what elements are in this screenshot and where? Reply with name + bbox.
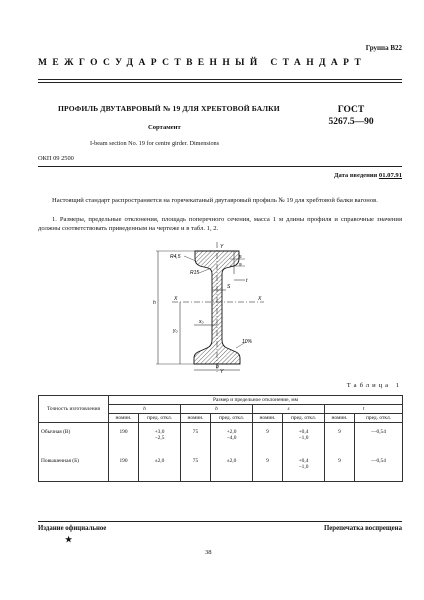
table-row bbox=[39, 452, 403, 482]
b-deviation-lower: −4,0 bbox=[226, 435, 237, 441]
s-deviation-lower: −1,0 bbox=[298, 435, 309, 441]
radius-15-leader bbox=[199, 269, 209, 273]
slope-label: 10% bbox=[242, 339, 253, 345]
s-deviation-lower: −1,0 bbox=[298, 464, 309, 470]
h-deviation-upper: ±2,0 bbox=[154, 458, 165, 464]
h-deviation bbox=[139, 452, 181, 482]
column-b: b bbox=[181, 405, 253, 414]
row-name: Обычная (В) bbox=[39, 423, 109, 453]
y0-label: y₀ bbox=[173, 328, 178, 334]
h-deviation-lower: −2,5 bbox=[154, 435, 165, 441]
t-nominal: 9 bbox=[325, 423, 355, 453]
title-rule bbox=[38, 166, 402, 167]
column-t: t bbox=[325, 405, 403, 414]
subheader-deviation: пред. откл. bbox=[283, 414, 325, 423]
s-deviation bbox=[283, 452, 325, 482]
footer-rule bbox=[38, 521, 402, 522]
s-deviation-upper: +0,4 bbox=[298, 429, 309, 435]
reprint-notice: Перепечатка воспрещена bbox=[324, 525, 402, 532]
radius-45-label: R4,5 bbox=[170, 254, 181, 260]
h-nominal: 190 bbox=[109, 423, 139, 453]
i-beam-drawing bbox=[150, 240, 280, 375]
y-axis-label-bottom: Y bbox=[220, 369, 224, 375]
official-edition-label: Издание официальное bbox=[38, 525, 107, 532]
table-row bbox=[39, 423, 403, 453]
introduction-date bbox=[334, 172, 402, 179]
x-axis-label-right: X bbox=[258, 296, 262, 302]
header-group-cell: Размер и предельное отклонение, мм bbox=[109, 396, 403, 405]
subheader-nominal: номин. bbox=[253, 414, 283, 423]
x-axis-label-left: X bbox=[174, 296, 178, 302]
subheader-deviation: пред. откл. bbox=[211, 414, 253, 423]
column-s: s bbox=[253, 405, 325, 414]
radius-15-label: R15 bbox=[190, 270, 200, 276]
subheader-nominal: номин. bbox=[109, 414, 139, 423]
english-title: I-beam section No. 19 for centre girder. Dimensions bbox=[90, 140, 220, 147]
t-label: t bbox=[246, 278, 248, 284]
h-deviation bbox=[139, 423, 181, 453]
standard-banner: МЕЖГОСУДАРСТВЕННЫЙ СТАНДАРТ bbox=[38, 58, 367, 68]
column-h: h bbox=[109, 405, 181, 414]
row-header-cell: Точность изготовления bbox=[39, 396, 109, 423]
b-deviation-upper: ±2,0 bbox=[226, 458, 237, 464]
gost-code: 5267.5—90 bbox=[328, 117, 374, 127]
slope-leader bbox=[236, 342, 246, 348]
row-name: Повышенная (Б) bbox=[39, 452, 109, 482]
t-deviation: —0,54 bbox=[355, 452, 403, 482]
document-subtitle: Сортамент bbox=[148, 124, 181, 131]
header-rule-bottom bbox=[38, 82, 402, 83]
h-label: h bbox=[153, 300, 156, 306]
b-nominal: 75 bbox=[181, 423, 211, 453]
b-nominal: 75 bbox=[181, 452, 211, 482]
h-deviation-upper: +3,0 bbox=[154, 429, 165, 435]
subheader-deviation: пред. откл. bbox=[139, 414, 181, 423]
star-icon: ★ bbox=[65, 535, 73, 544]
y-axis-label-top: Y bbox=[220, 244, 224, 250]
dim-9-label: 9 bbox=[239, 262, 242, 267]
s-nominal: 9 bbox=[253, 452, 283, 482]
b-deviation-upper: +2,0 bbox=[226, 429, 237, 435]
date-label: Дата введения bbox=[333, 172, 378, 179]
b-deviation bbox=[211, 423, 253, 453]
subheader-deviation: пред. откл. bbox=[355, 414, 403, 423]
dimensions-table bbox=[38, 395, 403, 482]
paragraph-scope: Настоящий стандарт распространяется на горячекатаный двутавровый профиль № 19 для хребтовой балки вагонов. bbox=[52, 197, 378, 204]
gost-number bbox=[326, 104, 376, 128]
paragraph-dimensions: 1. Размеры, предельные отклонения, площадь поперечного сечения, масса 1 м длины профиля и справочные значения должны соответствовать приведенным на чертеже и в табл. 1, 2. bbox=[38, 216, 402, 233]
subheader-nominal: номин. bbox=[181, 414, 211, 423]
b-label: b bbox=[216, 364, 219, 370]
s-deviation bbox=[283, 423, 325, 453]
date-value: 01.07.91 bbox=[378, 172, 402, 179]
document-title: ПРОФИЛЬ ДВУТАВРОВЫЙ № 19 ДЛЯ ХРЕБТОВОЙ БАЛКИ bbox=[58, 104, 280, 113]
subheader-nominal: номин. bbox=[325, 414, 355, 423]
dim-5-label: 5 bbox=[239, 254, 242, 259]
b-deviation bbox=[211, 452, 253, 482]
s-deviation-upper: +0,4 bbox=[298, 458, 309, 464]
group-code: Группа В22 bbox=[365, 44, 402, 52]
page-number: 38 bbox=[205, 549, 212, 556]
gost-label: ГОСТ bbox=[337, 105, 365, 115]
t-deviation: —0,54 bbox=[355, 423, 403, 453]
header-rule-top bbox=[38, 79, 402, 80]
s-nominal: 9 bbox=[253, 423, 283, 453]
okp-code: ОКП 09 2500 bbox=[38, 155, 74, 162]
s-label: S bbox=[227, 284, 231, 290]
t-nominal: 9 bbox=[325, 452, 355, 482]
x0-label: x₀ bbox=[199, 319, 204, 325]
radius-45-leader bbox=[184, 256, 196, 261]
table-title: Таблица 1 bbox=[346, 382, 402, 389]
h-nominal: 190 bbox=[109, 452, 139, 482]
